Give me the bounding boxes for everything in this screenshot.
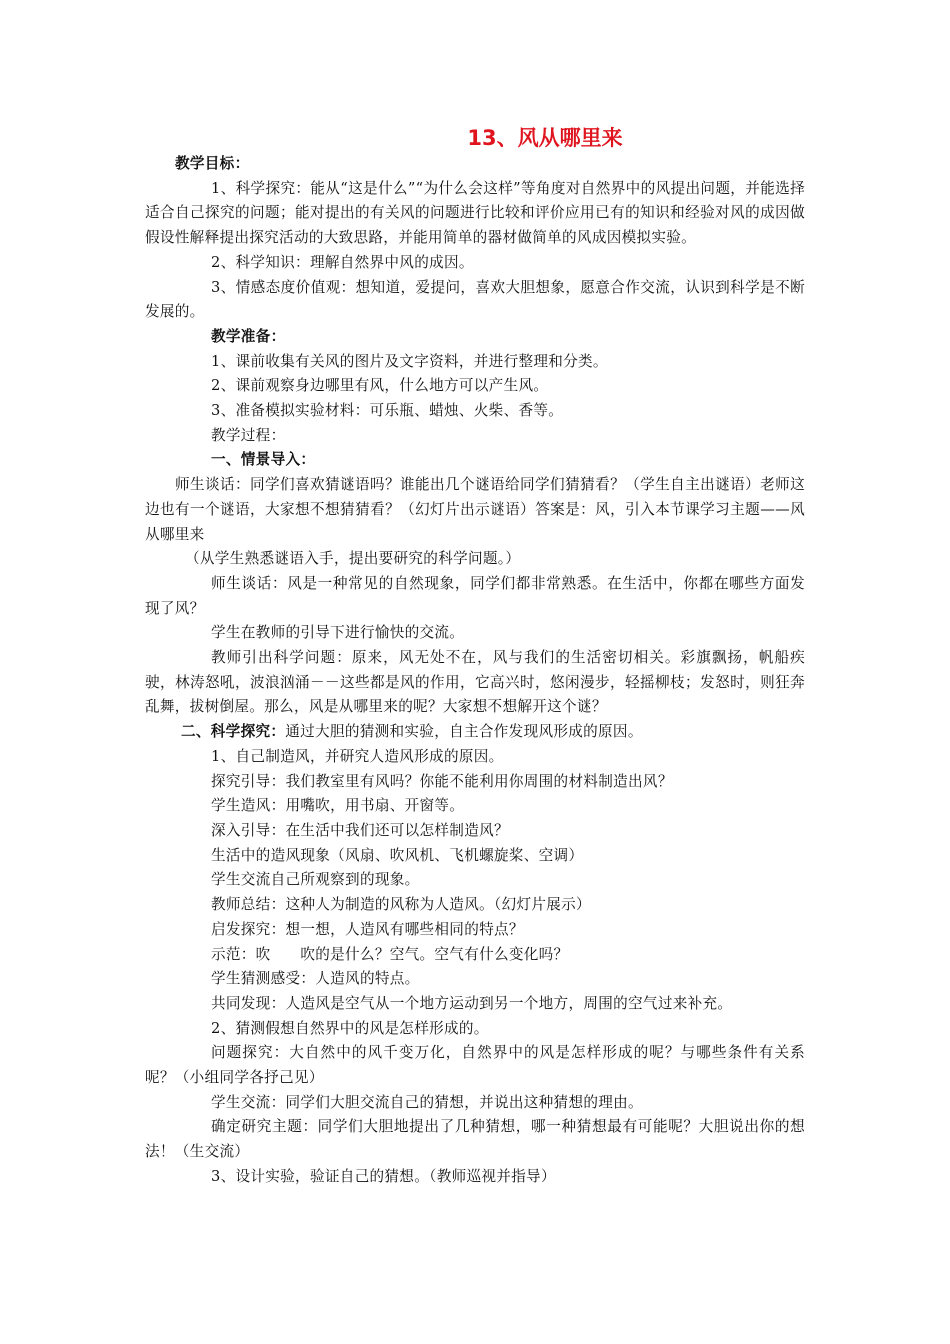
step-3: 学生造风：用嘴吹，用书扇、开窗等。 — [211, 797, 465, 815]
process-heading: 教学过程： — [211, 426, 286, 444]
goal-3: 3、情感态度价值观：想知道，爱提问，喜欢大胆想象，愿意合作交流，认识到科学是不断发展的。 — [145, 278, 805, 321]
document-title: 13、风从哪里来 — [467, 126, 623, 150]
part2-intro: 通过大胆的猜测和实验，自主合作发现风形成的原因。 — [285, 723, 643, 741]
goal-1: 1、科学探究：能从“这是什么”“为什么会这样”等角度对自然界中的风提出问题，并能选择适合自己探究的问题；能对提出的有关风的问题进行比较和评价应用已有的知识和经验对风的成因做假设性解释提出探究活动的大致思路，并能用简单的器材做简单的风成因模拟实验。 — [145, 179, 805, 247]
prep-1: 1、课前收集有关风的图片及文字资料，并进行整理和分类。 — [211, 352, 608, 370]
goals-heading: 教学目标： — [175, 155, 250, 172]
part1-note: （从学生熟悉谜语入手，提出要研究的科学问题。） — [185, 550, 521, 568]
goal-2: 2、科学知识：理解自然界中风的成因。 — [211, 253, 474, 271]
step-5: 生活中的造风现象（风扇、吹风机、飞机螺旋桨、空调） — [211, 846, 584, 864]
step-10: 学生猜测感受：人造风的特点。 — [211, 970, 420, 988]
step-12: 2、猜测假想自然界中的风是怎样形成的。 — [211, 1019, 489, 1037]
part1-paragraph-2: 师生谈话：风是一种常见的自然现象，同学们都非常熟悉。在生活中，你都在哪些方面发现了风？ — [145, 574, 805, 617]
prep-3: 3、准备模拟实验材料：可乐瓶、蜡烛、火柴、香等。 — [211, 402, 564, 420]
part1-paragraph-4: 教师引出科学问题：原来，风无处不在，风与我们的生活密切相关。彩旗飘扬，帆船疾驶，林涛怒吼，波浪汹涌－－这些都是风的作用，它高兴时，悠闲漫步，轻摇柳枝；发怒时，则狂奔乱舞，拔树倒屋。那么，风是从哪里来的呢？大家想不想解开这个谜？ — [145, 649, 805, 716]
step-1: 1、自己制造风，并研究人造风形成的原因。 — [211, 747, 504, 765]
part1-paragraph-1: 师生谈话：同学们喜欢猜谜语吗？谁能出几个谜语给同学们猜猜看？（学生自主出谜语）老师这边也有一个谜语，大家想不想猜猜看？（幻灯片出示谜语）答案是：风，引入本节课学习主题——风从哪里来 — [145, 476, 805, 543]
step-4: 深入引导：在生活中我们还可以怎样制造风？ — [211, 821, 509, 839]
step-13: 问题探究：大自然中的风千变万化，自然界中的风是怎样形成的呢？与哪些条件有关系呢？（小组同学各抒己见） — [145, 1044, 805, 1087]
step-11: 共同发现：人造风是空气从一个地方运动到另一个地方，周围的空气过来补充。 — [211, 994, 733, 1012]
prep-2: 2、课前观察身边哪里有风，什么地方可以产生风。 — [211, 377, 549, 395]
step-2: 探究引导：我们教室里有风吗？你能不能利用你周围的材料制造出风？ — [211, 772, 673, 790]
part1-paragraph-3: 学生在教师的引导下进行愉快的交流。 — [211, 624, 465, 642]
step-14: 学生交流：同学们大胆交流自己的猜想，并说出这种猜想的理由。 — [211, 1093, 643, 1111]
step-15: 确定研究主题：同学们大胆地提出了几种猜想，哪一种猜想最有可能呢？大胆说出你的想法！（生交流） — [145, 1118, 805, 1161]
step-7: 教师总结：这种人为制造的风称为人造风。（幻灯片展示） — [211, 896, 591, 914]
document-body — [145, 152, 805, 1190]
step-9: 示范：吹 吹的是什么？空气。空气有什么变化吗？ — [211, 945, 569, 963]
part2-line — [145, 720, 805, 745]
prep-heading: 教学准备： — [211, 327, 286, 345]
step-16: 3、设计实验，验证自己的猜想。（教师巡视并指导） — [211, 1167, 556, 1185]
part2-heading: 二、科学探究： — [181, 723, 286, 741]
step-6: 学生交流自己所观察到的现象。 — [211, 871, 420, 889]
step-8: 启发探究：想一想，人造风有哪些相同的特点？ — [211, 920, 524, 938]
part1-heading: 一、情景导入： — [211, 451, 316, 469]
